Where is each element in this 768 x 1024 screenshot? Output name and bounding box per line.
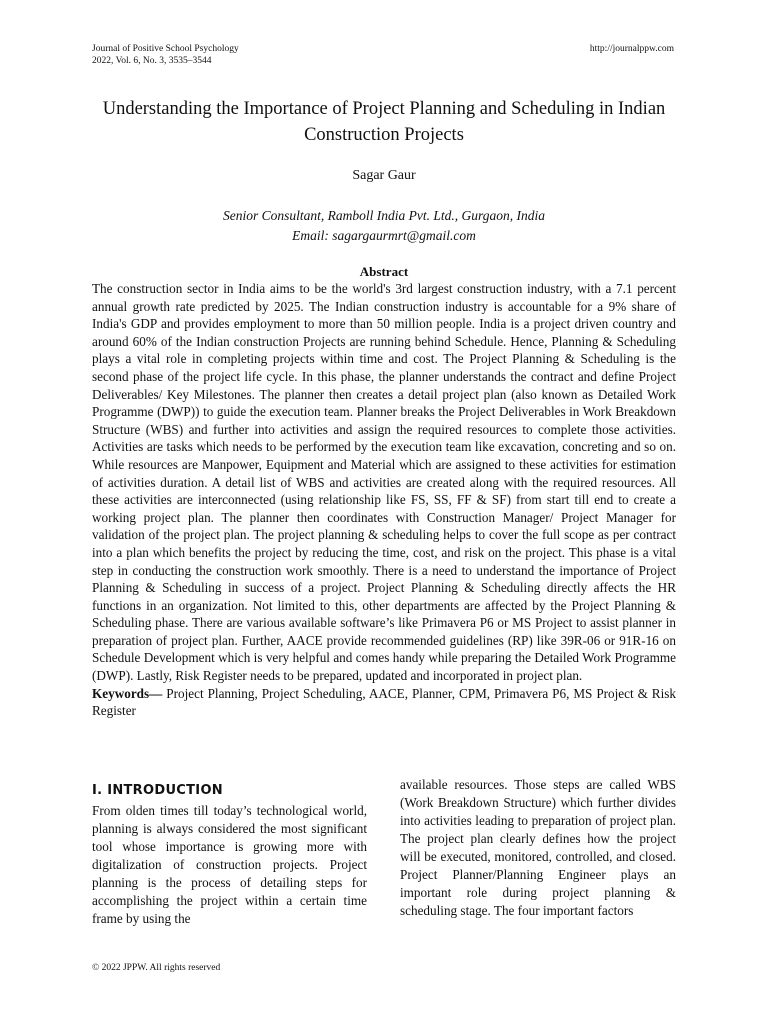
intro-heading: I. INTRODUCTION [92, 783, 223, 798]
paper-author: Sagar Gaur [352, 168, 416, 183]
abstract-section [92, 280, 676, 720]
paper-title: Understanding the Importance of Project Planning and Scheduling in Indian Construction Projects [102, 99, 666, 145]
journal-header [92, 43, 239, 67]
journal-name: Journal of Positive School Psychology [92, 44, 239, 54]
abstract-text: The construction sector in India aims to be the world's 3rd largest construction industry, with a 7.1 percent annual growth rate predicted by 2025. The Indian construction industry is accountable for a 9% share of India's GDP and provides employment to more than 50 million people. India is a project driven country and around 60% of the Indian construction Projects are running behind Schedule. Hence, Planning & Scheduling plays a vital role in completing projects within time and cost. The Project Planning & Scheduling is the second phase of the project life cycle. In this phase, the planner understands the contract and define Project Deliverables/ Key Milestones. The planner then creates a detail project plan (also known as Detailed Work Programme (DWP)) to guide the execution team. Planner breaks the Project Deliverables in Work Breakdown Structure (WBS) and further into activities and assign the required resources to complete those activities. Activities are tasks which needs to be performed by the execution team like excavation, concreting and so on. While resources are Manpower, Equipment and Material which are assigned to these activities for estimation of activities duration. A detail list of WBS and activities are created along with the required resources. All these activities are interconnected (using relationship like FS, SS, FF & SF) from start till end to create a working project plan. The planner then coordinates with Construction Manager/ Project Manager for validation of the project plan. The project planning & scheduling helps to cover the full scope as per contract into a plan which benefits the project by reducing the time, cost, and risk on the project. This phase is a vital step in conducting the construction work smoothly. There is a need to understand the importance of Project Planning & Scheduling in success of a project. Project Planning & Scheduling directly affects the HR functions in an organization. Not limited to this, other departments are affected by the Project Planning & Scheduling phase. There are various available software’s like Primavera P6 or MS Project to assist planner in preparation of project plan. Further, AACE provide recommended guidelines (RP) like 39R-06 or 91R-16 on Schedule Development which is very helpful and comes handy while preparing the Detailed Work Programme (DWP). Lastly, Risk Register needs to be prepared, updated and incorporated in project plan. [92, 281, 676, 684]
keywords-text: Project Planning, Project Scheduling, AACE, Planner, CPM, Primavera P6, MS Project & Risk Register [92, 685, 676, 719]
abstract-heading: Abstract [359, 264, 409, 279]
intro-left-text: From olden times till today’s technological world, planning is always considered the most significant tool whose importance is growing more with digitalization of construction projects. Project planning is the process of detailing steps for accomplishing the project within a certain time frame by using the [92, 803, 367, 926]
journal-url[interactable]: http://journalppw.com [589, 44, 674, 54]
intro-right-column [400, 776, 676, 920]
author-email: Email: sagargaurmrt@gmail.com [292, 228, 476, 243]
intro-right-text: available resources. Those steps are called WBS (Work Breakdown Structure) which further divides into activities leading to preparation of project plan. The project plan clearly defines how the project will be executed, monitored, controlled, and closed. Project Planner/Planning Engineer plays an important role during project planning & scheduling stage. The four important factors [400, 777, 676, 918]
journal-issue: 2022, Vol. 6, No. 3, 3535–3544 [92, 56, 212, 66]
intro-left-column [92, 782, 367, 928]
keywords-line [92, 685, 676, 720]
author-affiliation-block [0, 206, 768, 246]
copyright-footer: © 2022 JPPW. All rights reserved [92, 963, 221, 973]
author-affiliation: Senior Consultant, Ramboll India Pvt. Ltd., Gurgaon, India [223, 208, 545, 223]
keywords-label: Keywords— [92, 685, 163, 701]
